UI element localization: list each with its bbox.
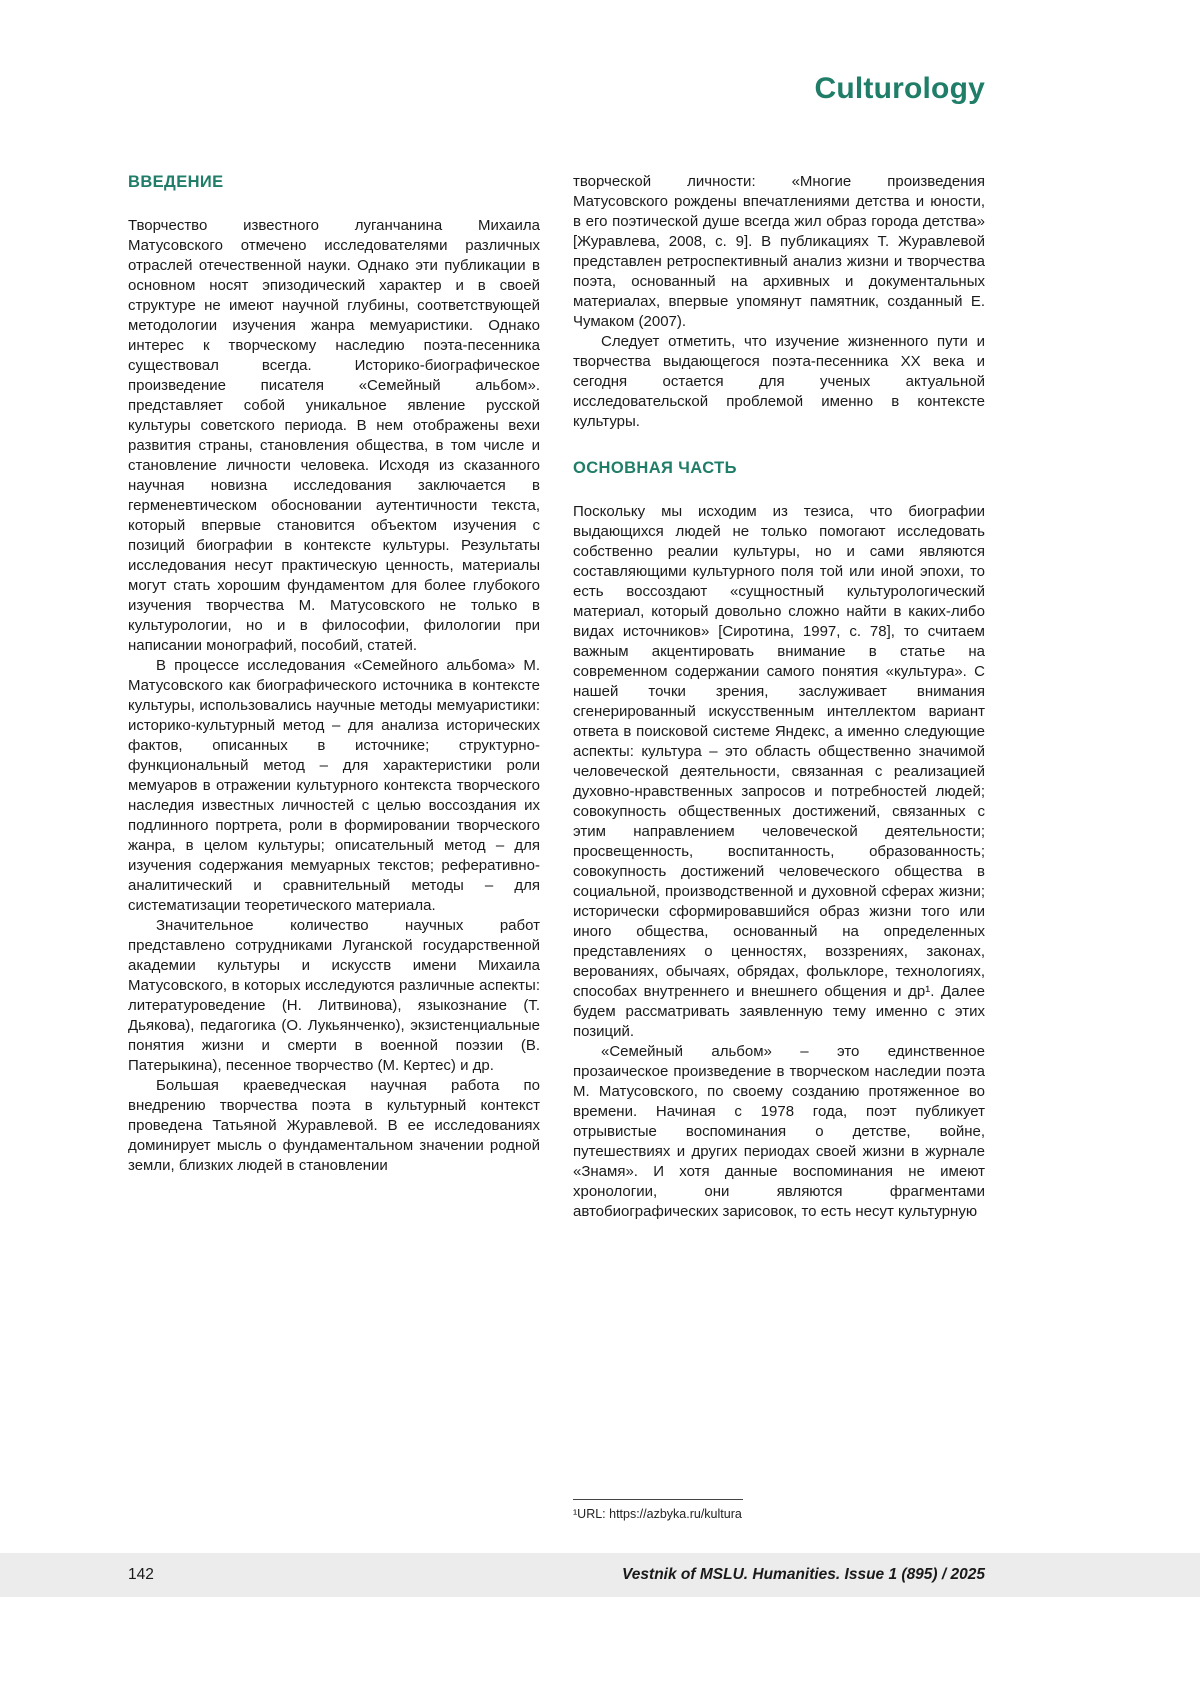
journal-info: Vestnik of MSLU. Humanities. Issue 1 (895) / 2025 — [622, 1566, 985, 1583]
paragraph: Большая краеведческая научная работа по внедрению творчества поэта в культурный контекст проведена Татьяной Журавлевой. В ее исследованиях доминирует мысль о фундаментальном значении родной земли, близких людей в становлении — [128, 1077, 540, 1174]
right-column — [573, 172, 985, 1522]
page-footer — [0, 1553, 1200, 1597]
paragraph-continuation: творческой личности: «Многие произведения Матусовского рождены впечатлениями детства и юности, в его поэтической душе всегда жил образ города детства» [Журавлева, 2008, с. 9]. В публикациях Т. Журавлевой представлен ретроспективный анализ жизни и творчества поэта, основанный на архивных и документальных материалах, впервые упомянут памятник, созданный Е. Чумаком (2007). — [573, 173, 985, 330]
paragraph: «Семейный альбом» – это единственное прозаическое произведение в творческом наследии поэта М. Матусовского, по своему созданию протяженное во времени. Начиная с 1978 года, поэт публикует отрывистые воспоминания о детстве, войне, путешествиях и других периодах своей жизни в журнале «Знамя». И хотя данные воспоминания не имеют хронологии, они являются фрагментами автобиографических зарисовок, то есть несут культурную — [573, 1043, 985, 1220]
footnote-text: ¹URL: https://azbyka.ru/kultura — [573, 1507, 742, 1521]
section-heading-main-part: ОСНОВНАЯ ЧАСТЬ — [573, 459, 737, 477]
paragraph: В процессе исследования «Семейного альбома» М. Матусовского как биографического источника в контексте культуры, использовались научные методы мемуаристики: историко-культурный метод – для анализа исторических фактов, описанных в источнике; структурно-функциональный метод – для характеристики роли мемуаров в отражении культурного контекста творческого наследия известных личностей с целью воссоздания их подлинного портрета, роли в формировании творческого жанра, в целом культуры; описательный метод – для изучения содержания мемуарных текстов; реферативно-аналитический и сравнительный методы – для систематизации теоретического материала. — [128, 657, 540, 914]
rubric-title: Culturology — [814, 72, 985, 105]
footnote-divider — [573, 1499, 743, 1500]
page-number: 142 — [128, 1566, 154, 1583]
article-body — [128, 172, 985, 1522]
left-column — [128, 172, 540, 1522]
paragraph: Поскольку мы исходим из тезиса, что биографии выдающихся людей не только помогают исследовать собственно реалии культуры, но и сами являются составляющими культурного поля той или иной эпохи, то есть воссоздают «сущностный культурологический материал, который довольно сложно найти в каких-либо видах источников» [Сиротина, 1997, с. 78], то считаем важным акцентировать внимание в статье на современном содержании самого понятия «культура». С нашей точки зрения, заслуживает внимания сгенерированный искусственным интеллектом вариант ответа в поисковой системе Яндекс, а именно следующие аспекты: культура – это область общественно значимой человеческой деятельности, связанная с реализацией духовно-нравственных запросов и потребностей людей; совокупность общественных достижений, связанных с этим направлением человеческой деятельности; просвещенность, воспитанность, образованность; совокупность достижений человеческого общества в социальной, производственной и духовной сферах жизни; исторически сформировавшийся образ жизни того или иного общества, основанный на определенных представлениях о ценностях, воззрениях, законах, верованиях, обычаях, обрядах, фольклоре, технологиях, способах внутреннего и внешнего общения и др¹. Далее будем рассматривать заявленную тему именно с этих позиций. — [573, 503, 985, 1040]
paragraph: Значительное количество научных работ представлено сотрудниками Луганской государственной академии культуры и искусств имени Михаила Матусовского, в которых исследуются различные аспекты: литературоведение (Н. Литвинова), языкознание (Т. Дьякова), педагогика (О. Лукьянченко), экзистенциальные понятия жизни и смерти в военной поэзии (В. Патерыкина), песенное творчество (М. Кертес) и др. — [128, 917, 540, 1074]
paragraph: Следует отметить, что изучение жизненного пути и творчества выдающегося поэта-песенника XX века и сегодня остается для ученых актуальной исследовательской проблемой именно в контексте культуры. — [573, 333, 985, 430]
footnote — [573, 1499, 985, 1522]
paragraph: Творчество известного луганчанина Михаила Матусовского отмечено исследователями различных отраслей отечественной науки. Однако эти публикации в основном носят эпизодический характер и в своей структуре не имеют научной глубины, соответствующей методологии изучения жанра мемуаристики. Однако интерес к творческому наследию поэта-песенника существовал всегда. Историко-биографическое произведение писателя «Семейный альбом». представляет собой уникальное явление русской культуры советского периода. В нем отображены вехи развития страны, становления общества, в том числе и становление личности человека. Исходя из сказанного научная новизна исследования заключается в герменевтическом обосновании аутентичности текста, который впервые становится объектом изучения с позиций биографии в контексте культуры. Результаты исследования несут практическую ценность, материалы могут стать хорошим фундаментом для более глубокого изучения творчества М. Матусовского не только в культурологии, но и в философии, филологии при написании монографий, пособий, статей. — [128, 217, 540, 654]
section-heading-introduction: ВВЕДЕНИЕ — [128, 173, 224, 191]
